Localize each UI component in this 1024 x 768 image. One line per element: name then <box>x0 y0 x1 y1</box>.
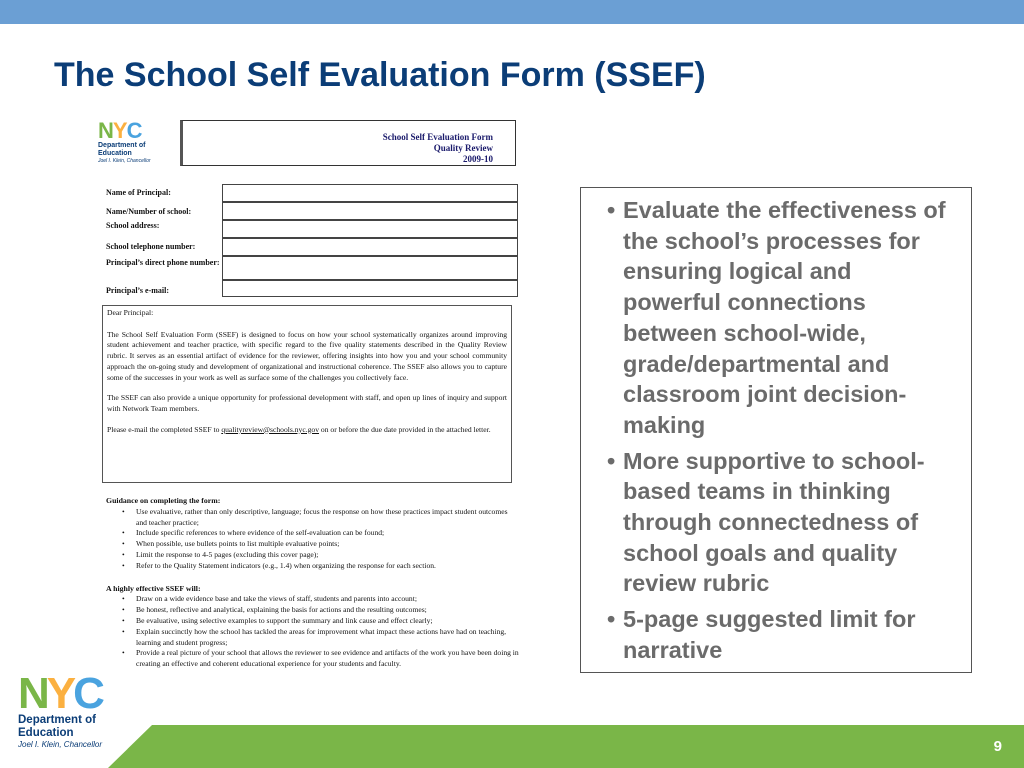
guidance-item: • Use evaluative, rather than only descriptive, language; focus the response on how these practices impact student outcomes and teacher practice; <box>130 507 520 529</box>
logo-department: Department of <box>18 714 96 726</box>
field-row-school-name <box>104 202 518 220</box>
bullet-dot-icon: • <box>607 606 616 633</box>
logo-chancellor: Joel I. Klein, Chancellor <box>18 740 103 749</box>
letter-paragraph-2: The SSEF can also provide a unique opportunity for professional development with staff, and open up lines of inquiry and support with Network Team members. <box>107 393 507 413</box>
page-number: 9 <box>993 738 1002 755</box>
letter-paragraph-1: The School Self Evaluation Form (SSEF) is designed to focus on how your school systematically organizes around improving student achievement and teacher practice, with specific regard to the five quality statements described in the Quality Review rubric. It serves as an essential artifact of evidence for the reviewer, offering insights into how you and your school community approach the on-going study and development of organizational and instructional coherence. The SSEF also allows you to capture some of the successes in your work as well as surface some of the challenges you collectively face. <box>107 329 507 382</box>
field-box <box>222 184 518 202</box>
key-point: • Evaluate the effectiveness of the school’s processes for ensuring logical and powerful connections between school-wide, grade/departmental and classroom joint decision-making <box>607 197 946 438</box>
form-logo-wordmark: NYC <box>98 118 142 143</box>
guidance-section <box>106 496 520 670</box>
letter-salutation: Dear Principal: <box>107 308 154 317</box>
form-nyc-doe-logo <box>98 120 176 168</box>
field-label: School telephone number: <box>106 242 196 251</box>
form-logo-education: Education <box>98 150 132 157</box>
slide-title: The School Self Evaluation Form (SSEF) <box>54 56 706 94</box>
bottom-accent-bar <box>108 725 1024 768</box>
field-label: Principal’s e-mail: <box>106 286 170 295</box>
field-row-principal-name <box>104 184 518 202</box>
field-row-school-phone <box>104 238 518 256</box>
effective-item: • Provide a real picture of your school that allows the reviewer to see evidence and artifacts of the work you have been doing in creating an effective and coherent educational experience for your students and faculty. <box>130 648 520 670</box>
effective-heading: A highly effective SSEF will: <box>106 583 201 593</box>
ssef-form-image <box>96 116 524 696</box>
form-header-subtitle: Quality Review <box>433 143 493 153</box>
field-label: School address: <box>106 221 160 230</box>
form-header-year: 2009-10 <box>463 154 493 164</box>
guidance-item: • Include specific references to where evidence of the self-evaluation can be found; <box>130 528 520 539</box>
form-header-box <box>180 120 516 166</box>
field-box <box>222 238 518 256</box>
field-label: Name/Number of school: <box>106 207 192 216</box>
top-accent-bar <box>0 0 1024 24</box>
effective-item: • Be honest, reflective and analytical, explaining the basis for actions and the resulting outcomes; <box>130 605 520 616</box>
field-label: Name of Principal: <box>106 188 171 197</box>
effective-item: • Explain succinctly how the school has tackled the areas for improvement what impact these actions have had on teaching, learning and student progress; <box>130 627 520 649</box>
effective-item: • Draw on a wide evidence base and take the views of staff, students and parents into account; <box>130 594 520 605</box>
guidance-heading: Guidance on completing the form: <box>106 496 221 505</box>
field-row-principal-email <box>104 280 518 297</box>
bullet-dot-icon: • <box>607 447 616 474</box>
guidance-item: • When possible, use bullets points to list multiple evaluative points; <box>130 539 520 550</box>
field-box <box>222 220 518 238</box>
field-row-principal-phone <box>104 256 518 280</box>
form-header-title: School Self Evaluation Form <box>382 132 493 142</box>
key-point: • 5-page suggested limit for narrative <box>607 606 916 663</box>
field-box <box>222 256 518 280</box>
key-point: • More supportive to school-based teams in thinking through connectedness of school goals and quality review rubric <box>607 447 925 597</box>
field-row-school-address <box>104 220 518 238</box>
field-label: Principal’s direct phone number: <box>106 258 220 267</box>
field-box <box>222 202 518 220</box>
form-logo-chancellor: Joel I. Klein, Chancellor <box>98 158 151 164</box>
effective-list <box>106 594 520 670</box>
intro-letter-box <box>102 305 512 483</box>
logo-education: Education <box>18 727 74 739</box>
key-points-box <box>580 187 972 673</box>
letter-paragraph-3: Please e-mail the completed SSEF to qualityreview@schools.nyc.gov on or before the due date provided in the attached letter. <box>107 424 491 434</box>
bullet-dot-icon: • <box>607 197 616 223</box>
email-link[interactable]: qualityreview@schools.nyc.gov <box>221 424 319 434</box>
field-box <box>222 280 518 297</box>
guidance-item: • Limit the response to 4-5 pages (excluding this cover page); <box>130 550 520 561</box>
effective-item: • Be evaluative, using selective examples to support the summary and link cause and effect clearly; <box>130 616 520 627</box>
nyc-doe-logo <box>18 669 128 754</box>
form-logo-dept: Department of <box>98 142 146 149</box>
logo-wordmark: NYC <box>18 669 102 718</box>
guidance-list <box>106 507 520 572</box>
guidance-item: • Refer to the Quality Statement indicators (e.g., 1.4) when organizing the response for each section. <box>130 561 520 572</box>
